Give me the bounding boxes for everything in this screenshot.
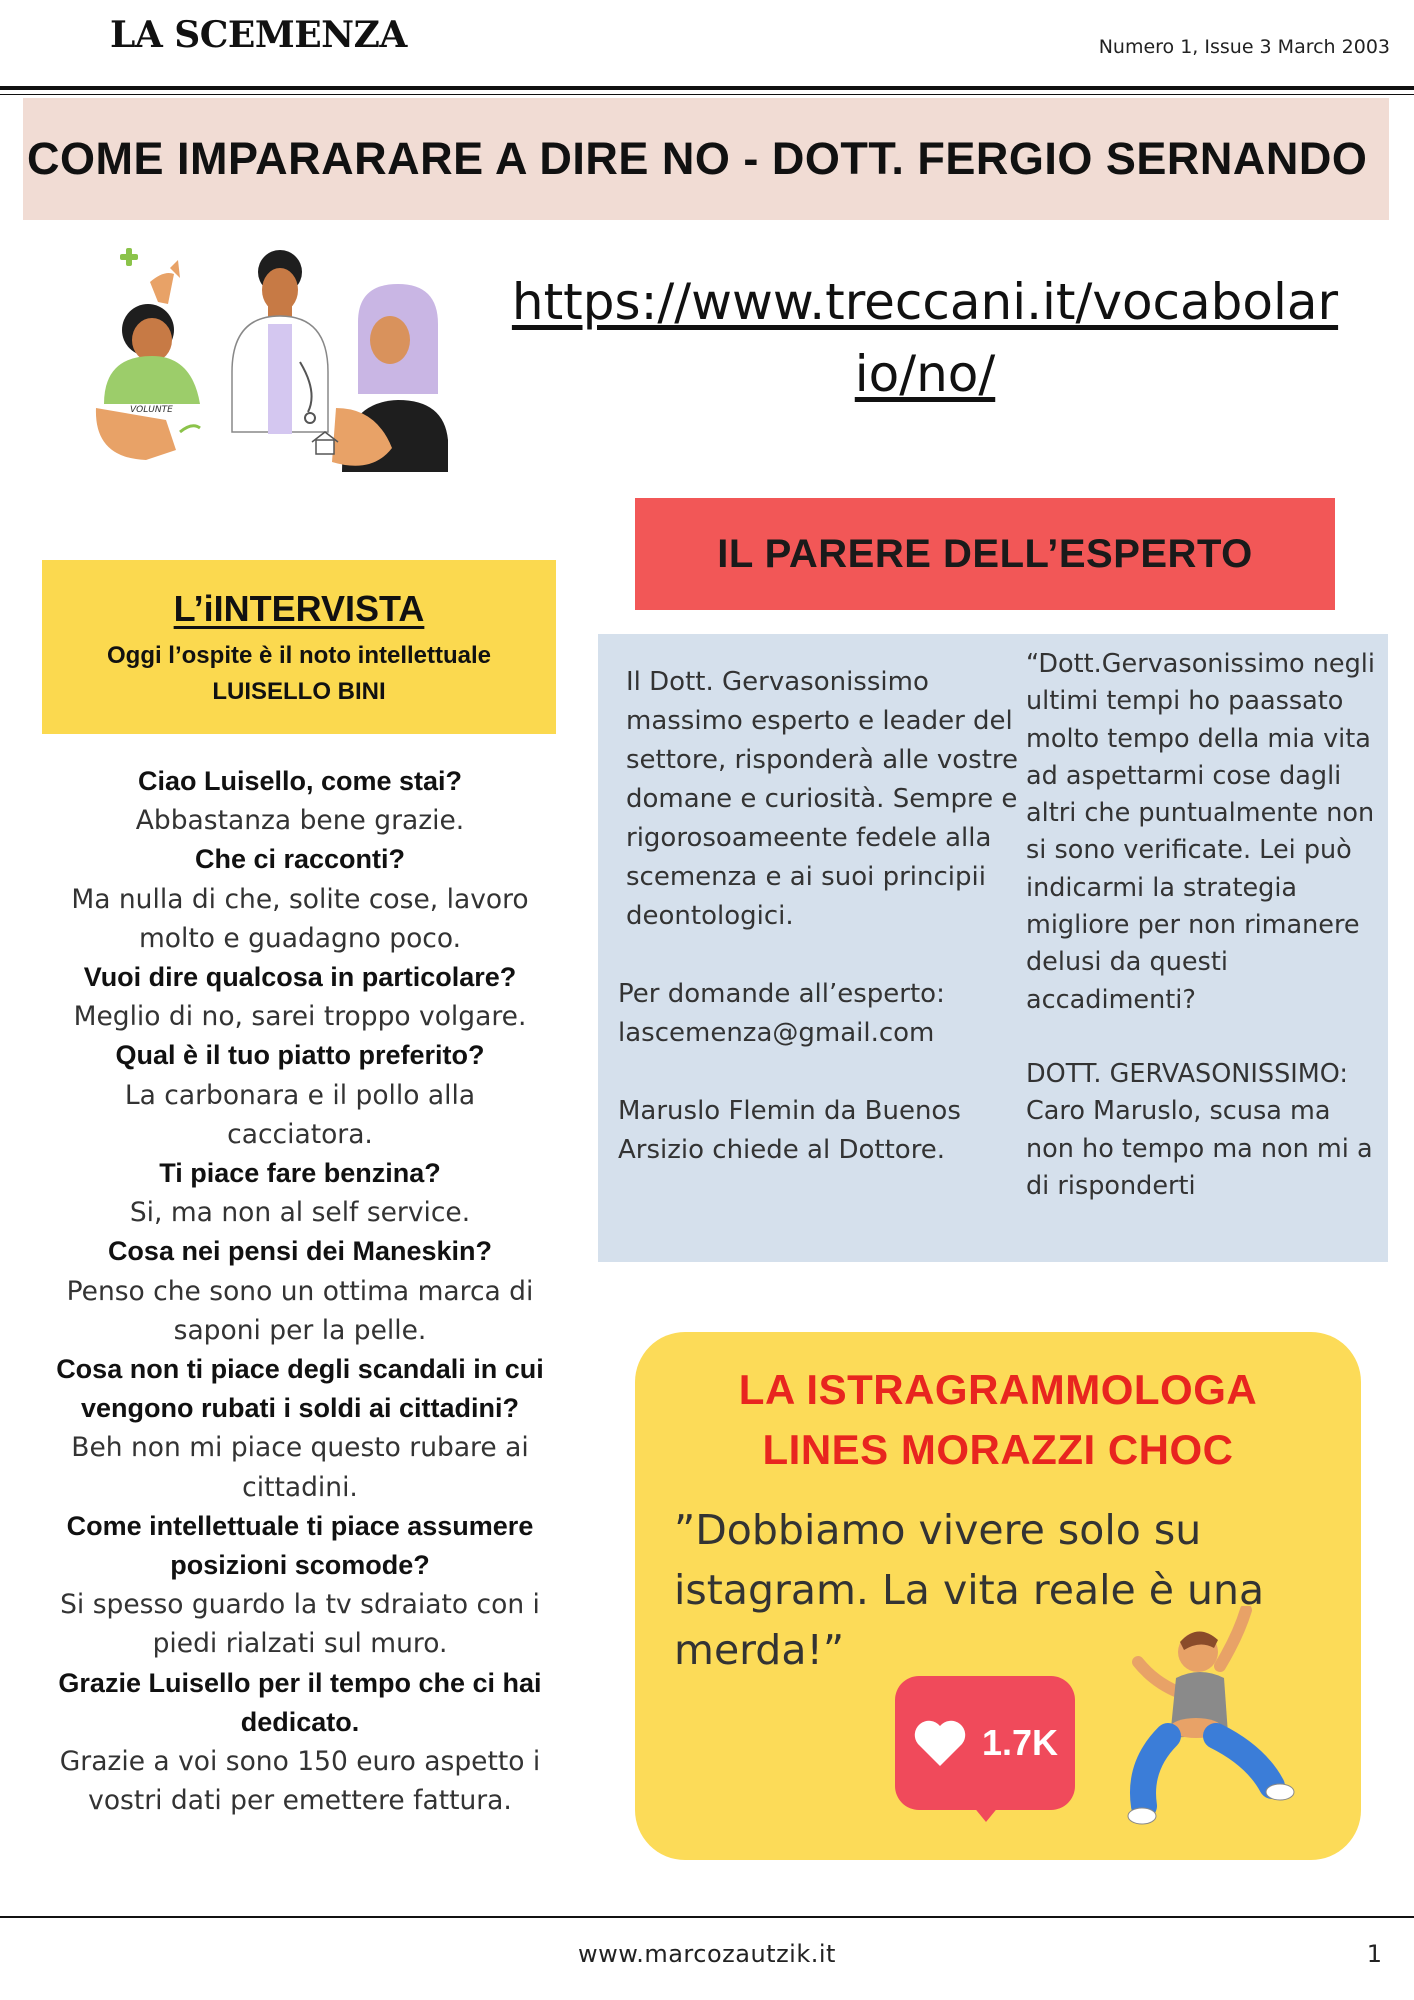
heart-icon [912,1718,968,1768]
interview-question: Cosa non ti piace degli scandali in cui vengono rubati i soldi ai cittadini? [56,1354,544,1424]
woman-figure [312,284,448,472]
interview-answer: Si spesso guardo la tv sdraiato con i piedi rialzati sul muro. [60,1589,540,1660]
interview-header [42,560,556,734]
interview-heading: L’iINTERVISTA [173,588,425,629]
page-number: 1 [1366,1940,1382,1968]
jumping-man-illustration [1120,1606,1300,1836]
like-count: 1.7K [981,1722,1059,1763]
masthead-title: LA SCEMENZA [110,14,407,56]
interview-question: Ciao Luisello, come stai? [137,766,463,796]
interview-subheading-1: Oggi l’ospite è il noto intellettuale [106,642,492,669]
expert-right-column [1026,646,1386,1205]
expert-heading: IL PARERE DELL’ESPERTO [717,531,1253,576]
interview-answer: La carbonara e il pollo alla cacciatora. [124,1079,476,1150]
interview-answer: Penso che sono un ottima marca di saponi per la pelle. [66,1275,534,1346]
like-badge-tail [968,1800,1004,1822]
interview-answer: Meglio di no, sarei troppo volgare. [73,1001,527,1033]
answer-label: DOTT. GERVASONISSIMO: [1026,1058,1349,1089]
like-badge [895,1676,1075,1810]
interview-question: Grazie Luisello per il tempo che ci hai dedicato. [58,1667,542,1737]
instagram-quote: ”Dobbiamo vivere solo su istagram. La vita reale è una merda!” [674,1506,1265,1674]
volunteer-figure [96,260,200,460]
instagram-title [635,1360,1361,1480]
interview-answer: Ma nulla di che, solite cose, lavoro molto e guadagno poco. [71,883,529,954]
header-rule-thick [0,86,1414,90]
interview-question: Ti piace fare benzina? [159,1158,441,1189]
interview-question: Che ci racconti? [194,844,406,875]
interview-answer: Si, ma non al self service. [129,1197,471,1229]
footer-url[interactable]: www.marcozautzik.it [578,1940,836,1968]
expert-answer: Caro Maruslo, scusa ma non ho tempo ma non mi a di risponderti [1026,1096,1373,1201]
sparkle-icon [120,248,138,266]
instagram-title-line2: LINES MORAZZI CHOC [762,1426,1234,1473]
expert-intro: Il Dott. Gervasonissimo massimo esperto e leader del settore, risponderà alle vostre domane e curiosità. Sempre e rigorosoameente fedele alla scemenza e ai suoi principii deontologici. [626,667,1019,931]
reference-link[interactable]: https://www.treccani.it/vocabolario/no/ [511,273,1339,403]
interview-question: Qual è il tuo piatto preferito? [115,1040,485,1071]
footer-rule [0,1916,1414,1918]
expert-left-column [618,663,1018,1170]
people-illustration [90,232,470,472]
interview-subheading-2: LUISELLO BINI [212,678,386,705]
contact-label: Per domande all’esperto: [618,979,945,1009]
interview-question: Come intellettuale ti piace assumere posizioni scomode? [66,1510,534,1581]
headline-text: COME IMPARARARE A DIRE NO - DOTT. FERGIO SERNANDO [27,133,1368,184]
interview-question: Cosa nei pensi dei Maneskin? [107,1236,493,1267]
issue-info: Numero 1, Issue 3 March 2003 [1098,36,1390,58]
interview-question: Vuoi dire qualcosa in particolare? [83,962,517,993]
expert-heading-banner [635,498,1335,610]
interview-answer: Abbastanza bene grazie. [135,805,465,837]
instagram-title-line1: LA ISTRAGRAMMOLOGA [738,1366,1258,1413]
interview-qa [18,762,582,1820]
doctor-figure [232,250,328,434]
contact-email[interactable]: lascemenza@gmail.com [618,1018,935,1048]
reader-question: “Dott.Gervasonissimo negli ultimi tempi ho paassato molto tempo della mia vita ad aspettarmi cose dagli altri che puntualmente non si sono verificate. Lei può indicarmi la strategia migliore per non rimanere delusi da questi accadimenti? [1026,649,1375,1015]
headline-banner [23,98,1389,220]
header-rule-thin [0,94,1414,95]
interview-answer: Grazie a voi sono 150 euro aspetto i vostri dati per emettere fattura. [59,1746,541,1817]
interview-answer: Beh non mi piace questo rubare ai cittadini. [71,1432,529,1503]
reader-intro: Maruslo Flemin da Buenos Arsizio chiede al Dottore. [618,1096,961,1165]
shirt-text: VOLUNTE [130,405,173,415]
